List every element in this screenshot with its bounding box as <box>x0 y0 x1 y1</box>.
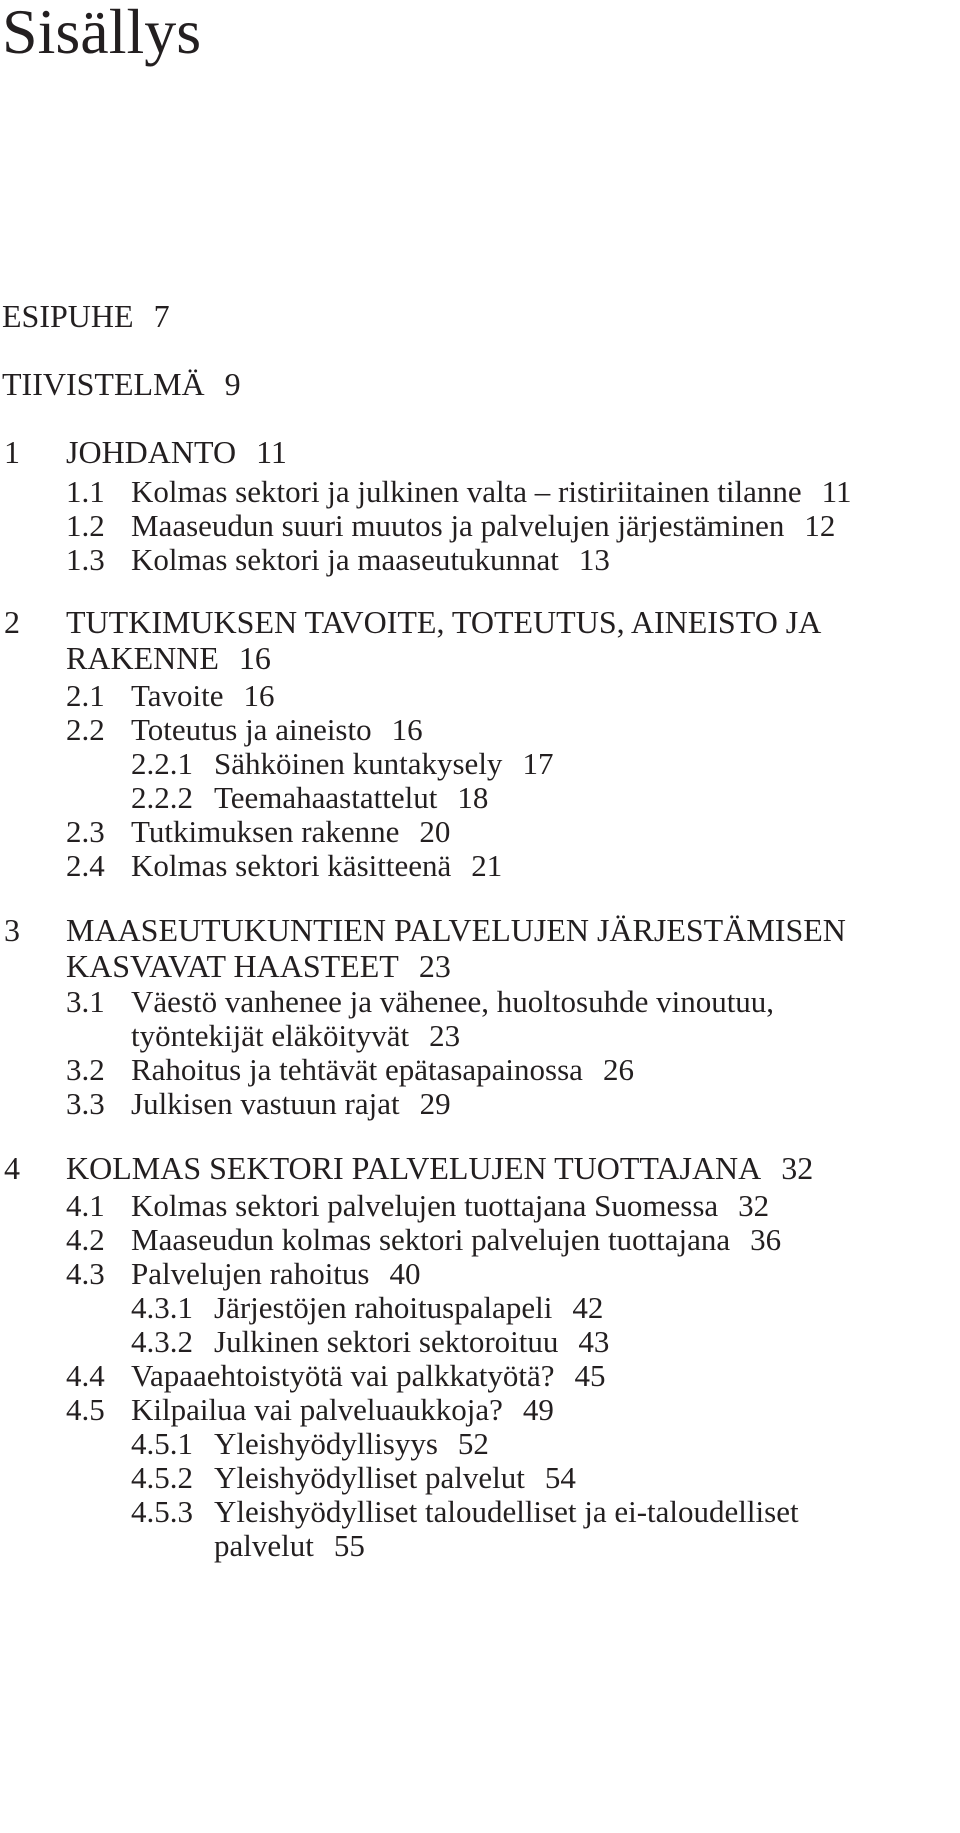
toc-entry-title: Yleishyödylliset palvelut <box>214 1460 525 1495</box>
toc-entry-title: Järjestöjen rahoituspalapeli <box>214 1290 553 1325</box>
toc-entry-title: Kolmas sektori ja maaseutukunnat <box>131 542 559 577</box>
toc-entry-number: 2.2 <box>66 712 105 747</box>
toc-entry-number: 3.1 <box>66 984 105 1019</box>
toc-entry-number: 4.3.1 <box>131 1290 193 1325</box>
toc-entry-title: Kilpailua vai palveluaukkoja? <box>131 1392 503 1427</box>
toc-entry-number: 2.3 <box>66 814 105 849</box>
toc-entry-number: 3.3 <box>66 1086 105 1121</box>
toc-entry-number: 1 <box>4 434 20 470</box>
toc-entry-title: ESIPUHE <box>2 298 134 334</box>
toc-entry-number: 4 <box>4 1150 20 1186</box>
toc-entry-number: 2.4 <box>66 848 105 883</box>
toc-entry-title: MAASEUTUKUNTIEN PALVELUJEN JÄRJESTÄMISEN <box>66 912 846 948</box>
toc-entry-page: 32 <box>738 1188 770 1223</box>
toc-entry-number: 4.4 <box>66 1358 105 1393</box>
toc-entry-page: 17 <box>522 746 554 781</box>
toc-entry-title: Tavoite <box>131 678 224 713</box>
toc-entry-page: 18 <box>457 780 489 815</box>
toc-entry-page: 36 <box>750 1222 782 1257</box>
toc-entry-title: Maaseudun suuri muutos ja palvelujen järjestäminen <box>131 508 785 543</box>
toc-entry-page: 29 <box>419 1086 451 1121</box>
page-title: Sisällys <box>2 0 202 67</box>
toc-entry-title: Väestö vanhenee ja vähenee, huoltosuhde vinoutuu, <box>131 984 775 1019</box>
toc-entry-title: Vapaaehtoistyötä vai palkkatyötä? <box>131 1358 555 1393</box>
toc-entry-title: työntekijät eläköityvät <box>131 1018 410 1053</box>
toc-entry-page: 42 <box>572 1290 604 1325</box>
toc-entry-number: 4.5.1 <box>131 1426 193 1461</box>
toc-entry-page: 11 <box>821 474 852 509</box>
toc-entry-page: 55 <box>333 1528 365 1563</box>
toc-entry-number: 4.3 <box>66 1256 105 1291</box>
toc-entry-title: Kolmas sektori käsitteenä <box>131 848 452 883</box>
toc-entry-title: Teemahaastattelut <box>214 780 438 815</box>
toc-entry-page: 12 <box>804 508 836 543</box>
toc-entry-number: 4.1 <box>66 1188 105 1223</box>
toc-entry-number: 1.3 <box>66 542 105 577</box>
toc-entry-title: Kolmas sektori ja julkinen valta – ristiriitainen tilanne <box>131 474 802 509</box>
toc-entry-title: palvelut <box>214 1528 314 1563</box>
toc-entry-number: 4.2 <box>66 1222 105 1257</box>
toc-entry-number: 2.1 <box>66 678 105 713</box>
toc-entry-title: Kolmas sektori palvelujen tuottajana Suomessa <box>131 1188 719 1223</box>
toc-entry-page: 43 <box>578 1324 610 1359</box>
toc-entry-title: RAKENNE <box>66 640 219 676</box>
toc-entry-page: 23 <box>429 1018 461 1053</box>
toc-entry-number: 3 <box>4 912 20 948</box>
toc-entry-title: KASVAVAT HAASTEET <box>66 948 399 984</box>
toc-entry-title: KOLMAS SEKTORI PALVELUJEN TUOTTAJANA <box>66 1150 762 1186</box>
toc-entry-page: 11 <box>256 434 287 470</box>
toc-entry-tiivistelma <box>2 366 241 402</box>
toc-entry-page: 16 <box>238 640 271 676</box>
toc-entry-title: JOHDANTO <box>66 434 237 470</box>
toc-entry-number: 2.2.2 <box>131 780 193 815</box>
toc-entry-page: 16 <box>243 678 275 713</box>
toc-entry-title: Rahoitus ja tehtävät epätasapainossa <box>131 1052 583 1087</box>
toc-entry-title: Palvelujen rahoitus <box>131 1256 370 1291</box>
toc-entry-page: 54 <box>544 1460 576 1495</box>
toc-entry-title: Toteutus ja aineisto <box>131 712 372 747</box>
toc-entry-number: 2.2.1 <box>131 746 193 781</box>
toc-entry-number: 4.5 <box>66 1392 105 1427</box>
toc-entry-number: 4.5.2 <box>131 1460 193 1495</box>
toc-entry-title: TUTKIMUKSEN TAVOITE, TOTEUTUS, AINEISTO JA <box>66 604 822 640</box>
toc-entry-page: 21 <box>471 848 503 883</box>
toc-entry-number: 4.5.3 <box>131 1494 193 1529</box>
toc-entry-number: 1.2 <box>66 508 105 543</box>
toc-entry-page: 49 <box>522 1392 554 1427</box>
toc-entry-page: 23 <box>418 948 451 984</box>
toc-entry-esipuhe <box>2 298 170 334</box>
toc-entry-title: Yleishyödyllisyys <box>214 1426 438 1461</box>
toc-entry-page: 20 <box>419 814 451 849</box>
toc-entry-page: 45 <box>574 1358 606 1393</box>
toc-entry-title: TIIVISTELMÄ <box>2 366 205 402</box>
toc-entry-number: 3.2 <box>66 1052 105 1087</box>
toc-entry-page: 40 <box>389 1256 421 1291</box>
toc-entry-title: Maaseudun kolmas sektori palvelujen tuottajana <box>131 1222 731 1257</box>
toc-entry-page: 52 <box>457 1426 489 1461</box>
toc-entry-title: Julkisen vastuun rajat <box>131 1086 400 1121</box>
toc-entry-number: 1.1 <box>66 474 105 509</box>
toc-entry-number: 4.3.2 <box>131 1324 193 1359</box>
toc-entry-title: Sähköinen kuntakysely <box>214 746 503 781</box>
toc-entry-page: 26 <box>602 1052 634 1087</box>
toc-entry-page: 13 <box>578 542 610 577</box>
toc-entry-title: Yleishyödylliset taloudelliset ja ei-taloudelliset <box>214 1494 799 1529</box>
toc-entry-page: 7 <box>153 298 170 334</box>
toc-entry-page: 16 <box>391 712 423 747</box>
toc-entry-title: Julkinen sektori sektoroituu <box>214 1324 559 1359</box>
toc-entry-page: 9 <box>224 366 241 402</box>
toc-entry-number: 2 <box>4 604 20 640</box>
toc-entry-page: 32 <box>781 1150 814 1186</box>
toc-entry-title: Tutkimuksen rakenne <box>131 814 400 849</box>
